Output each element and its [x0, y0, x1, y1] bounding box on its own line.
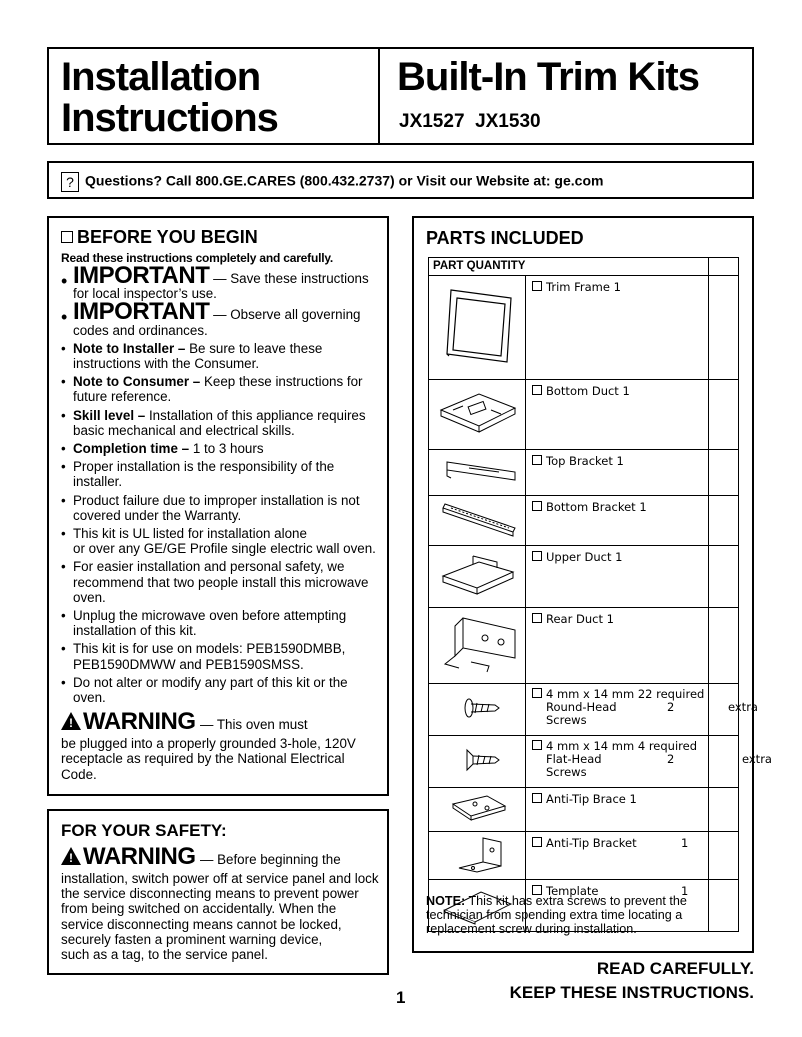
- checkbox-icon: [532, 551, 542, 561]
- checkbox-icon: [532, 385, 542, 395]
- table-row: Template 1: [429, 880, 739, 932]
- before-you-begin-heading: BEFORE YOU BEGIN: [77, 227, 258, 247]
- anti-tip-brace-icon: [429, 788, 526, 832]
- checkbox-icon: [532, 688, 542, 698]
- list-item: • This kit is for use on models: PEB1590DMBB, PEB1590DMWW and PEB1590SMSS.: [73, 641, 379, 671]
- doc-type-title: Installation Instructions: [61, 55, 278, 140]
- table-row: Bottom Bracket 1: [429, 496, 739, 546]
- list-item: • Completion time – 1 to 3 hours: [73, 441, 379, 456]
- question-icon: ?: [61, 172, 79, 192]
- warning-text: be plugged into a properly grounded 3-hole, 120V receptacle as required by the National Electrical Code.: [61, 736, 356, 782]
- questions-bar: [47, 161, 754, 199]
- warning-icon: !: [61, 712, 81, 730]
- warning-icon: !: [61, 847, 81, 865]
- read-carefully-text: READ CAREFULLY.: [596, 959, 754, 978]
- list-item: • IMPORTANT — Observe all governing codes and ordinances.: [73, 304, 379, 337]
- table-row: Rear Duct 1: [429, 608, 739, 684]
- questions-text: Questions? Call 800.GE.CARES (800.432.2737) or Visit our Website at: ge.com: [85, 172, 604, 189]
- list-item: • Note to Consumer – Keep these instructions for future reference.: [73, 374, 379, 404]
- upper-duct-icon: [429, 546, 526, 608]
- table-row: Upper Duct 1: [429, 546, 739, 608]
- list-item: • Do not alter or modify any part of this kit or the oven.: [73, 675, 379, 705]
- checkbox-icon: [532, 281, 542, 291]
- header-box: [47, 47, 754, 145]
- warning-block: ! WARNING — This oven must be plugged into a properly grounded 3-hole, 120V receptacle as required by the National Electrical Code.: [61, 708, 379, 782]
- model-numbers: JX1527 JX1530: [399, 111, 541, 132]
- checkbox-icon: [532, 501, 542, 511]
- table-row: 4 mm x 14 mm 22 required Round-Head 2 extra Screws: [429, 684, 739, 736]
- top-bracket-icon: [429, 450, 526, 496]
- safety-text: installation, switch power off at service panel and lock the service disconnecting means to prevent power from being switched on accidentally. When the service disconnecting means cannot be locked, securely fasten a prominent warning device, such as a tag, to the service panel.: [61, 871, 379, 963]
- list-item: • Proper installation is the responsibility of the installer.: [73, 459, 379, 489]
- list-item: • This kit is UL listed for installation alone or over any GE/GE Profile single electric wall oven.: [73, 526, 379, 556]
- checkbox-icon: [532, 793, 542, 803]
- parts-included-box: [412, 216, 772, 953]
- list-item: • IMPORTANT — Save these instructions for local inspector’s use.: [73, 268, 379, 301]
- list-item: • For easier installation and personal safety, we recommend that two people install this microwave oven.: [73, 559, 379, 605]
- table-row: Top Bracket 1: [429, 450, 739, 496]
- checkbox-icon: [532, 613, 542, 623]
- table-row: Anti-Tip Brace 1: [429, 788, 739, 832]
- parts-table: [428, 257, 772, 932]
- page-number: 1: [396, 988, 406, 1007]
- table-row: Bottom Duct 1: [429, 380, 739, 450]
- list-item: • Note to Installer – Be sure to leave these instructions with the Consumer.: [73, 341, 379, 371]
- parts-heading: PARTS INCLUDED: [426, 228, 584, 248]
- parts-note: NOTE: This kit has extra screws to prevent the technician from spending extra time locating a replacement screw during installation.: [426, 894, 687, 936]
- safety-box: FOR YOUR SAFETY: ! WARNING — Before beginning the installation, switch power off at service panel and lock the service disconnecting means to prevent power from being switched on accidentally. When the service disconnecting means cannot be locked, securely fasten a prominent warning device, such as a tag, to the service panel.: [47, 809, 389, 975]
- checkbox-icon: [532, 837, 542, 847]
- product-title: Built-In Trim Kits: [397, 55, 699, 99]
- checkbox-icon: [532, 455, 542, 465]
- safety-heading: FOR YOUR SAFETY:: [61, 821, 227, 840]
- table-row: 4 mm x 14 mm 4 required Flat-Head 2 extra Screws: [429, 736, 739, 788]
- list-item: • Unplug the microwave oven before attempting installation of this kit.: [73, 608, 379, 638]
- list-item: • Skill level – Installation of this appliance requires basic mechanical and electrical skills.: [73, 408, 379, 438]
- header-divider: [378, 49, 380, 143]
- list-item: • Product failure due to improper installation is not covered under the Warranty.: [73, 493, 379, 523]
- flat-head-screw-icon: [429, 736, 526, 788]
- table-header: PART QUANTITY: [429, 258, 709, 276]
- intro-text: Read these instructions completely and carefully.: [61, 251, 334, 265]
- table-row: Trim Frame 1: [429, 276, 739, 380]
- round-head-screw-icon: [429, 684, 526, 736]
- checkbox-icon: [61, 231, 73, 243]
- bottom-bracket-icon: [429, 496, 526, 546]
- anti-tip-bracket-icon: [429, 832, 526, 880]
- trim-frame-icon: [429, 276, 526, 380]
- bottom-duct-icon: [429, 380, 526, 450]
- keep-instructions-text: KEEP THESE INSTRUCTIONS.: [509, 983, 754, 1002]
- rear-duct-icon: [429, 608, 526, 684]
- checkbox-icon: [532, 740, 542, 750]
- table-row: Anti-Tip Bracket 1: [429, 832, 739, 880]
- before-you-begin-box: [47, 216, 389, 796]
